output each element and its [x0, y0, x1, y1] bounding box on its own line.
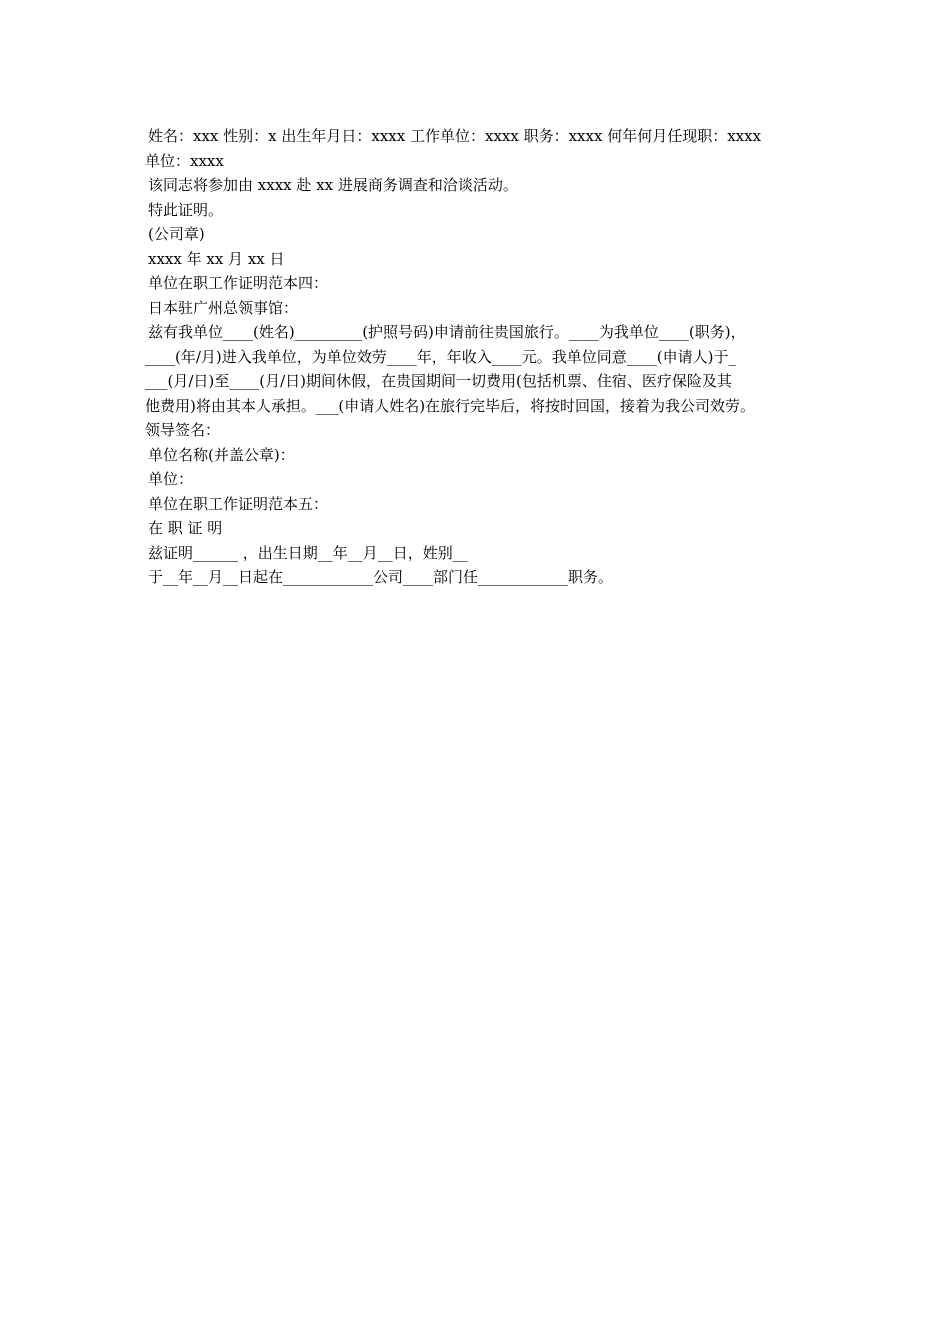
- certificate-line-1: 兹证明______ ，出生日期__年__月__日，姓别__: [148, 543, 468, 562]
- sample-five-heading: 单位在职工作证明范本五：: [148, 494, 329, 513]
- sample-four-heading: 单位在职工作证明范本四：: [148, 274, 329, 292]
- personal-info-line: 姓名：xxx 性别：x 出生年月日：xxxx 工作单位：xxxx 职务：xxxx 何年何月任现职：xxxx: [148, 127, 762, 145]
- body-paragraph-line-4: 他费用)将由其本人承担。___(申请人姓名)在旅行完毕后，将按时回国，接着为我公司效劳。: [145, 396, 756, 415]
- document-body: [145, 124, 825, 590]
- unit-line: 单位：xxxx: [145, 151, 224, 170]
- purpose-line: 该同志将参加由 xxxx 赴 xx 进展商务调查和洽谈活动。: [148, 176, 518, 194]
- date-line: xxxx 年 xx 月 xx 日: [148, 249, 285, 268]
- addressee-line: 日本驻广州总领事馆：: [148, 298, 299, 317]
- body-paragraph-line-1: 兹有我单位____(姓名)_________(护照号码)申请前往贵国旅行。____为我单位____(职务)，: [148, 323, 746, 341]
- certificate-title: 在 职 证 明: [148, 519, 223, 537]
- unit-label-line: 单位：: [148, 470, 194, 488]
- company-seal-line: (公司章): [148, 225, 205, 243]
- certificate-line-2: 于__年__月__日起在____________公司____部门任____________职务。: [148, 568, 614, 586]
- certify-line: 特此证明。: [148, 200, 224, 219]
- body-paragraph-line-2: ____(年/月)进入我单位，为单位效劳____年，年收入____元。我单位同意____(申请人)于_: [145, 347, 736, 366]
- body-paragraph-line-3: ___(月/日)至____(月/日)期间休假，在贵国期间一切费用(包括机票、住宿、医疗保险及其: [145, 372, 732, 390]
- unit-name-line: 单位名称(并盖公章)：: [148, 445, 295, 464]
- leader-signature-line: 领导签名：: [145, 421, 221, 439]
